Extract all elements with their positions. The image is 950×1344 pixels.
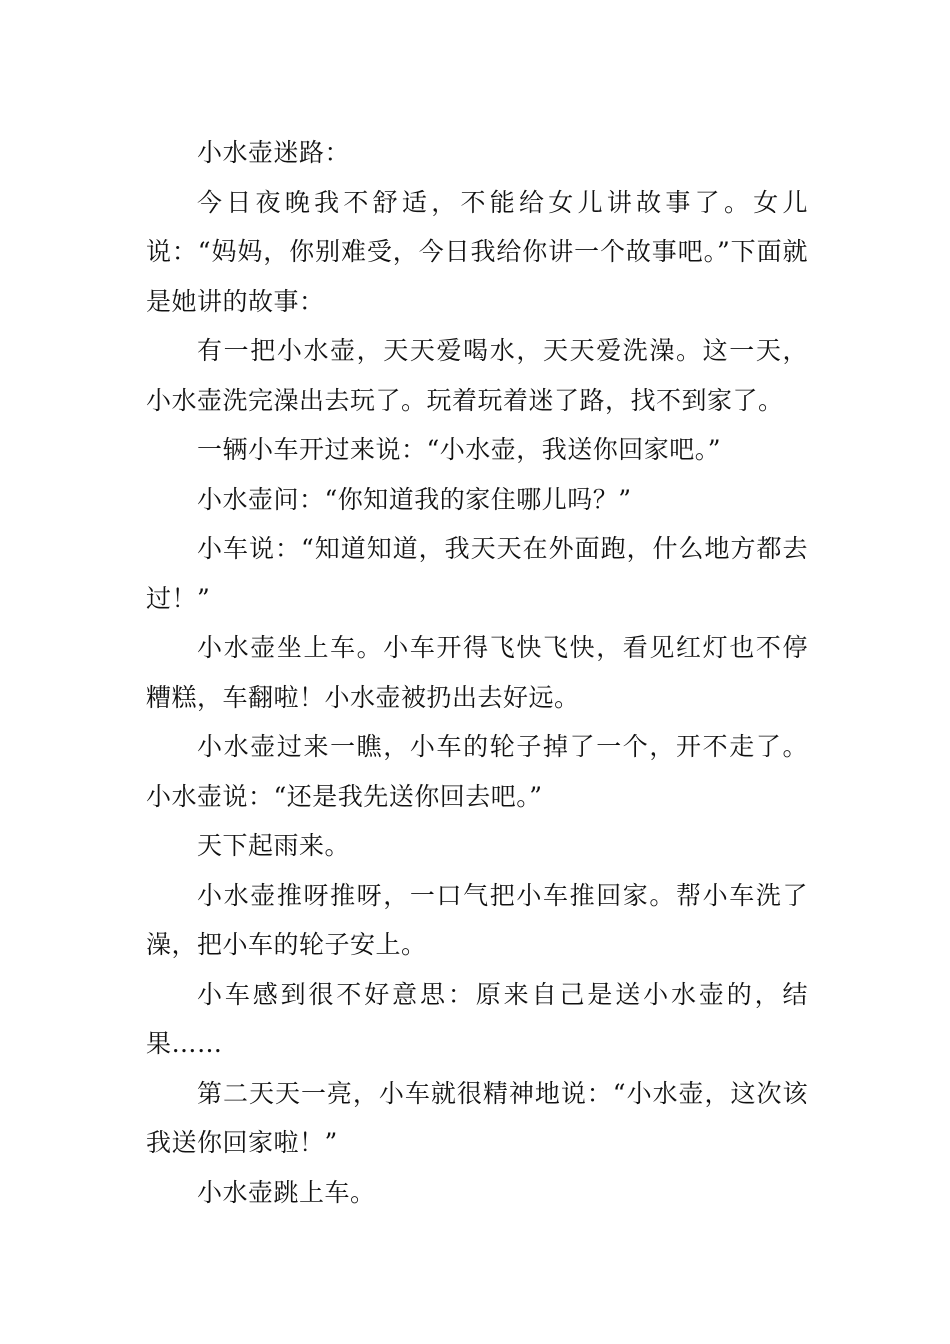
paragraph-10: 小车感到很不好意思：原来自己是送小水壶的，结果…… (146, 979, 808, 1058)
paragraph-3: 一辆小车开过来说：“小水壶，我送你回家吧。” (197, 435, 722, 464)
document-body (146, 128, 808, 1217)
paragraph-1: 今日夜晚我不舒适，不能给女儿讲故事了。女儿说：“妈妈，你别难受，今日我给你讲一个故事吧。”下面就是她讲的故事： (146, 187, 808, 316)
paragraph-12: 小水壶跳上车。 (197, 1177, 376, 1207)
paragraph-9: 小水壶推呀推呀，一口气把小车推回家。帮小车洗了澡，把小车的轮子安上。 (146, 880, 808, 959)
paragraph-8: 天下起雨来。 (197, 831, 351, 860)
story-title: 小水壶迷路： (197, 138, 351, 167)
paragraph-4: 小水壶问：“你知道我的家住哪儿吗？” (197, 484, 632, 514)
paragraph-7: 小水壶过来一瞧，小车的轮子掉了一个，开不走了。小水壶说：“还是我先送你回去吧。” (146, 732, 808, 811)
paragraph-6: 小水壶坐上车。小车开得飞快飞快，看见红灯也不停糟糕，车翻啦！小水壶被扔出去好远。 (146, 633, 808, 712)
paragraph-5: 小车说：“知道知道，我天天在外面跑，什么地方都去过！” (146, 534, 808, 613)
paragraph-11: 第二天天一亮，小车就很精神地说：“小水壶，这次该我送你回家啦！” (146, 1078, 808, 1157)
paragraph-2: 有一把小水壶，天天爱喝水，天天爱洗澡。这一天，小水壶洗完澡出去玩了。玩着玩着迷了路，找不到家了。 (146, 336, 808, 415)
